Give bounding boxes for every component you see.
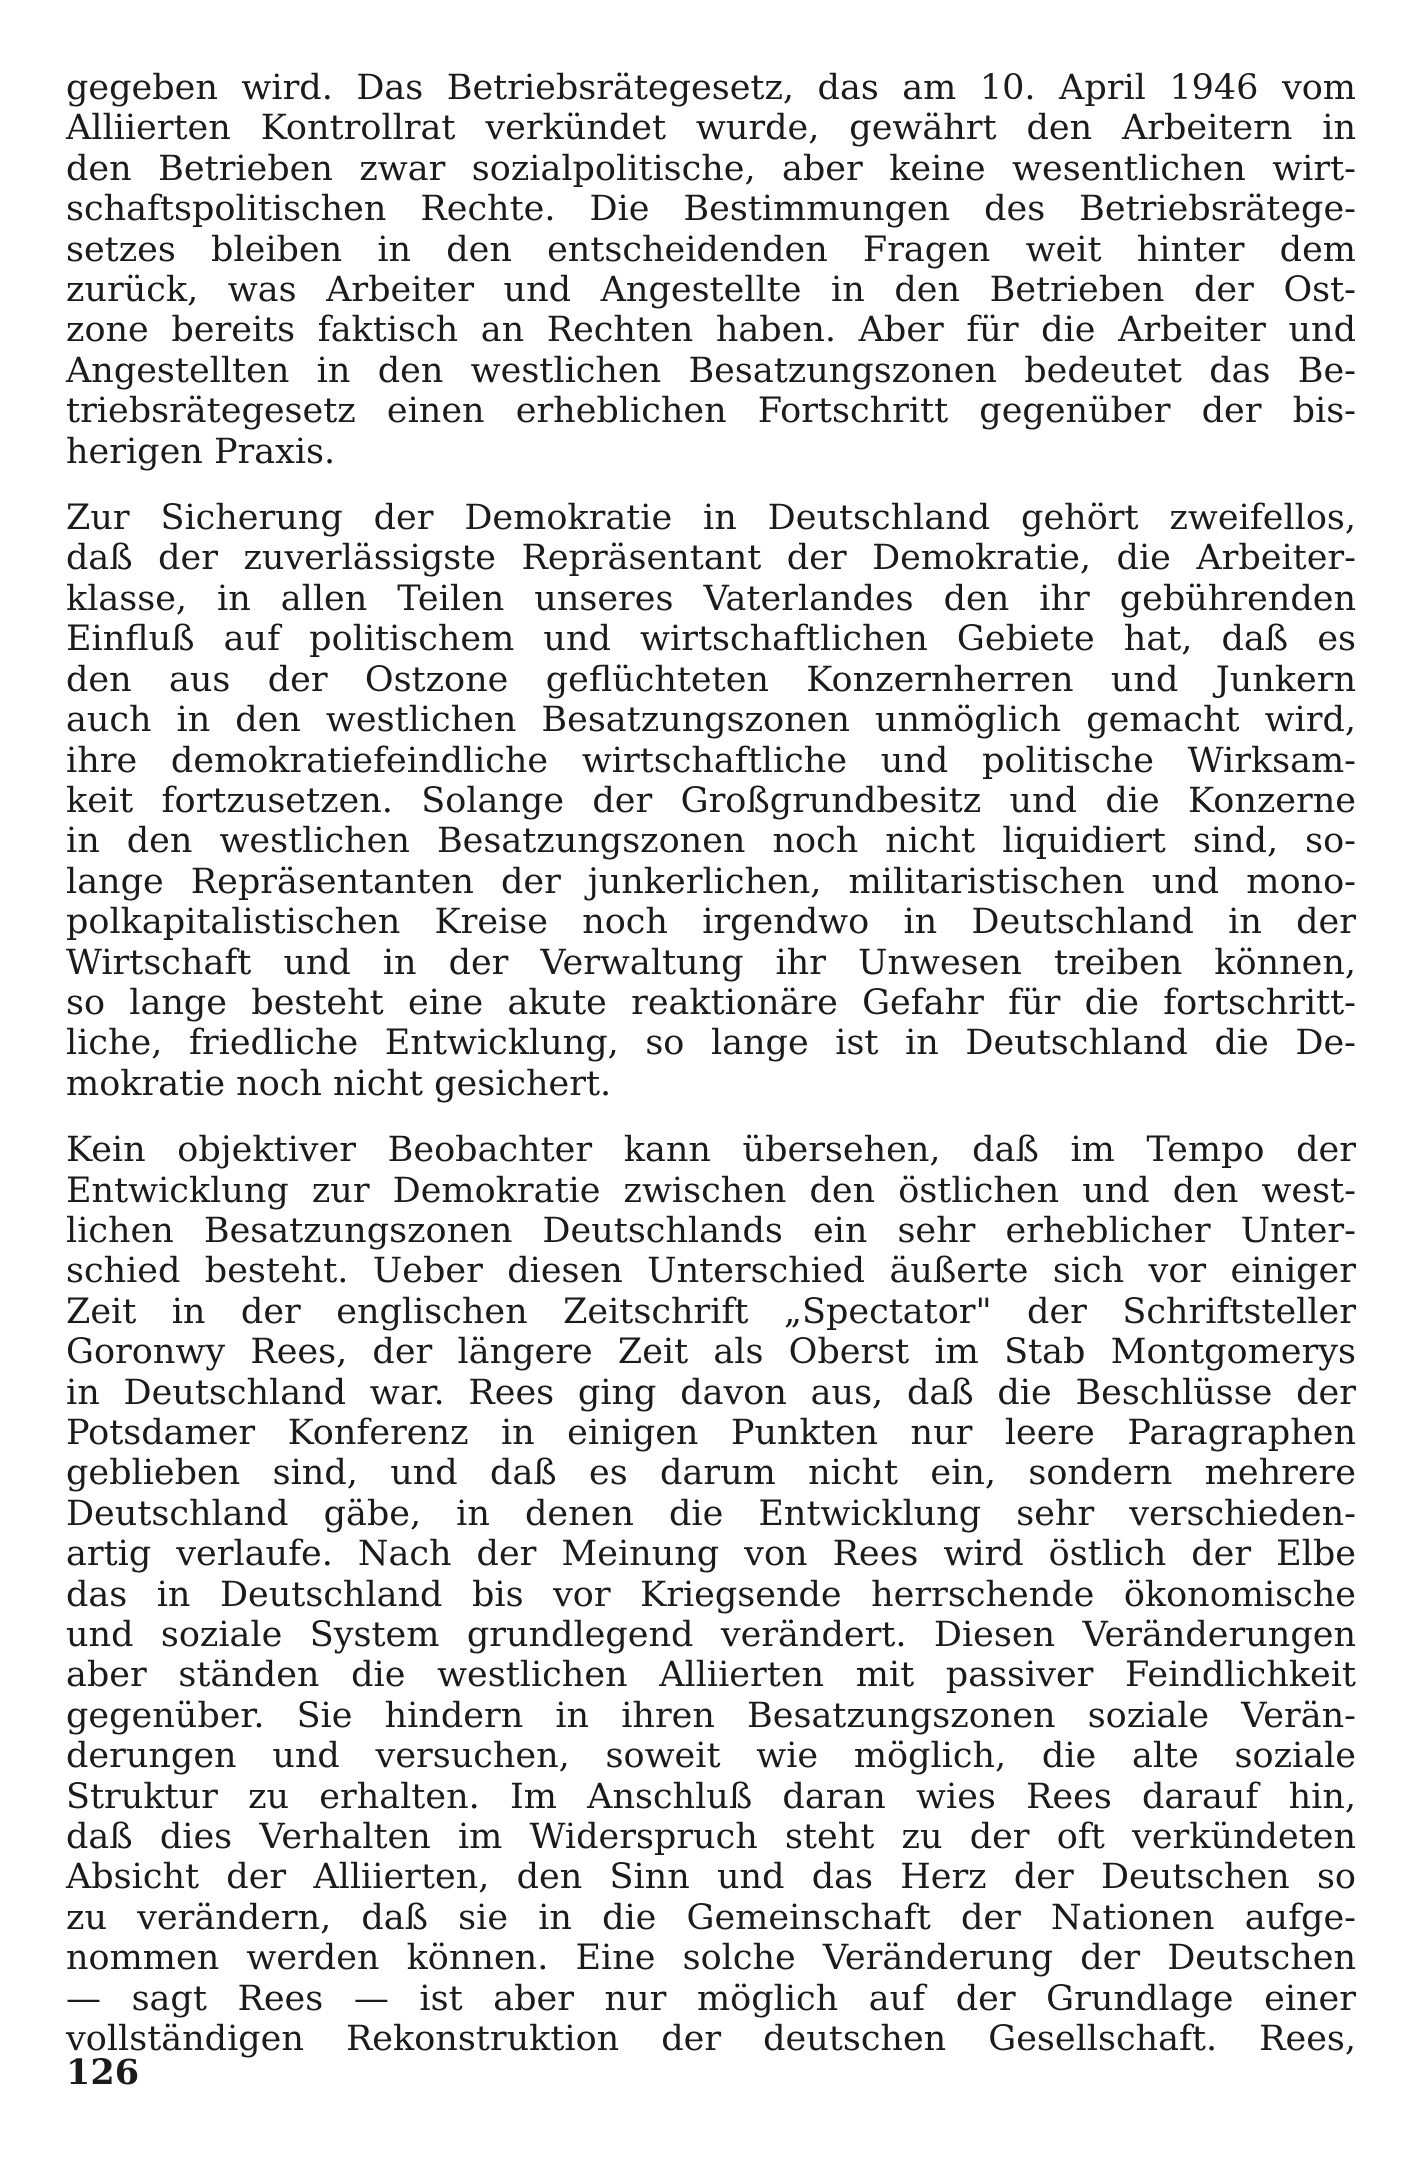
text-line: Deutschland gäbe, in denen die Entwicklung sehr verschieden- xyxy=(66,1493,1356,1534)
text-line: gegenüber. Sie hindern in ihren Besatzungszonen soziale Verän- xyxy=(66,1695,1356,1736)
paragraph xyxy=(66,68,1356,472)
text-line: Struktur zu erhalten. Im Anschluß daran wies Rees darauf hin, xyxy=(66,1776,1356,1817)
text-line: daß dies Verhalten im Widerspruch steht zu der oft verkündeten xyxy=(66,1817,1356,1858)
text-line: Entwicklung zur Demokratie zwischen den östlichen und den west- xyxy=(66,1170,1356,1211)
text-line: klasse, in allen Teilen unseres Vaterlandes den ihr gebührenden xyxy=(66,578,1356,619)
text-line: vollständigen Rekonstruktion der deutschen Gesellschaft. Rees, xyxy=(66,2019,1356,2060)
text-line: triebsrätegesetz einen erheblichen Fortschritt gegenüber der bis- xyxy=(66,391,1356,432)
text-line: — sagt Rees — ist aber nur möglich auf der Grundlage einer xyxy=(66,1978,1356,2019)
text-line: artig verlaufe. Nach der Meinung von Rees wird östlich der Elbe xyxy=(66,1534,1356,1575)
text-line: keit fortzusetzen. Solange der Großgrundbesitz und die Konzerne xyxy=(66,780,1356,821)
text-line: zurück, was Arbeiter und Angestellte in den Betrieben der Ost- xyxy=(66,270,1356,311)
text-line: gegeben wird. Das Betriebsrätegesetz, das am 10. April 1946 vom xyxy=(66,68,1356,108)
text-line: Alliierten Kontrollrat verkündet wurde, gewährt den Arbeitern in xyxy=(66,108,1356,149)
text-line: Zur Sicherung der Demokratie in Deutschland gehört zweifellos, xyxy=(66,498,1356,539)
text-line: lange Repräsentanten der junkerlichen, militaristischen und mono- xyxy=(66,861,1356,902)
text-line: Einfluß auf politischem und wirtschaftlichen Gebiete hat, daß es xyxy=(66,619,1356,660)
text-line: schied besteht. Ueber diesen Unterschied äußerte sich vor einiger xyxy=(66,1251,1356,1292)
text-line: polkapitalistischen Kreise noch irgendwo in Deutschland in der xyxy=(66,902,1356,943)
text-line: derungen und versuchen, soweit wie möglich, die alte soziale xyxy=(66,1736,1356,1777)
text-line: Absicht der Alliierten, den Sinn und das Herz der Deutschen so xyxy=(66,1857,1356,1898)
text-line: so lange besteht eine akute reaktionäre Gefahr für die fortschritt- xyxy=(66,982,1356,1023)
text-line: aber ständen die westlichen Alliierten mit passiver Feindlichkeit xyxy=(66,1655,1356,1696)
text-line: setzes bleiben in den entscheidenden Fragen weit hinter dem xyxy=(66,229,1356,270)
body-text xyxy=(66,68,1356,2060)
text-line: Goronwy Rees, der längere Zeit als Oberst im Stab Montgomerys xyxy=(66,1332,1356,1373)
text-line: Angestellten in den westlichen Besatzungszonen bedeutet das Be- xyxy=(66,350,1356,391)
text-line: und soziale System grundlegend verändert. Diesen Veränderungen xyxy=(66,1615,1356,1656)
text-line: nommen werden können. Eine solche Veränderung der Deutschen xyxy=(66,1938,1356,1979)
text-line: lichen Besatzungszonen Deutschlands ein sehr erheblicher Unter- xyxy=(66,1210,1356,1251)
text-line: in den westlichen Besatzungszonen noch nicht liquidiert sind, so- xyxy=(66,821,1356,862)
text-line: daß der zuverlässigste Repräsentant der Demokratie, die Arbeiter- xyxy=(66,538,1356,579)
text-line: ihre demokratiefeindliche wirtschaftliche und politische Wirksam- xyxy=(66,740,1356,781)
text-line: den aus der Ostzone geflüchteten Konzernherren und Junkern xyxy=(66,659,1356,700)
paragraph xyxy=(66,1130,1356,2059)
text-line: Potsdamer Konferenz in einigen Punkten nur leere Paragraphen xyxy=(66,1413,1356,1453)
text-line: zu verändern, daß sie in die Gemeinschaft der Nationen aufge- xyxy=(66,1897,1356,1938)
text-line: den Betrieben zwar sozialpolitische, aber keine wesentlichen wirt- xyxy=(66,148,1356,189)
text-line: Wirtschaft und in der Verwaltung ihr Unwesen treiben können, xyxy=(66,942,1356,983)
text-line: Zeit in der englischen Zeitschrift „Spectator" der Schriftsteller xyxy=(66,1291,1356,1332)
text-line: auch in den westlichen Besatzungszonen unmöglich gemacht wird, xyxy=(66,700,1356,741)
text-line: liche, friedliche Entwicklung, so lange ist in Deutschland die De- xyxy=(66,1023,1356,1064)
paragraph xyxy=(66,498,1356,1104)
text-line: Kein objektiver Beobachter kann übersehen, daß im Tempo der xyxy=(66,1130,1356,1171)
page-number: 126 xyxy=(66,2052,140,2093)
text-line: in Deutschland war. Rees ging davon aus, daß die Beschlüsse der xyxy=(66,1372,1356,1413)
text-line: geblieben sind, und daß es darum nicht ein, sondern mehrere xyxy=(66,1453,1356,1494)
text-line: zone bereits faktisch an Rechten haben. Aber für die Arbeiter und xyxy=(66,310,1356,351)
text-line: schaftspolitischen Rechte. Die Bestimmungen des Betriebsrätege- xyxy=(66,189,1356,230)
text-line: mokratie noch nicht gesichert. xyxy=(66,1063,612,1104)
text-line: herigen Praxis. xyxy=(66,431,336,472)
text-line: das in Deutschland bis vor Kriegsende herrschende ökonomische xyxy=(66,1574,1356,1615)
